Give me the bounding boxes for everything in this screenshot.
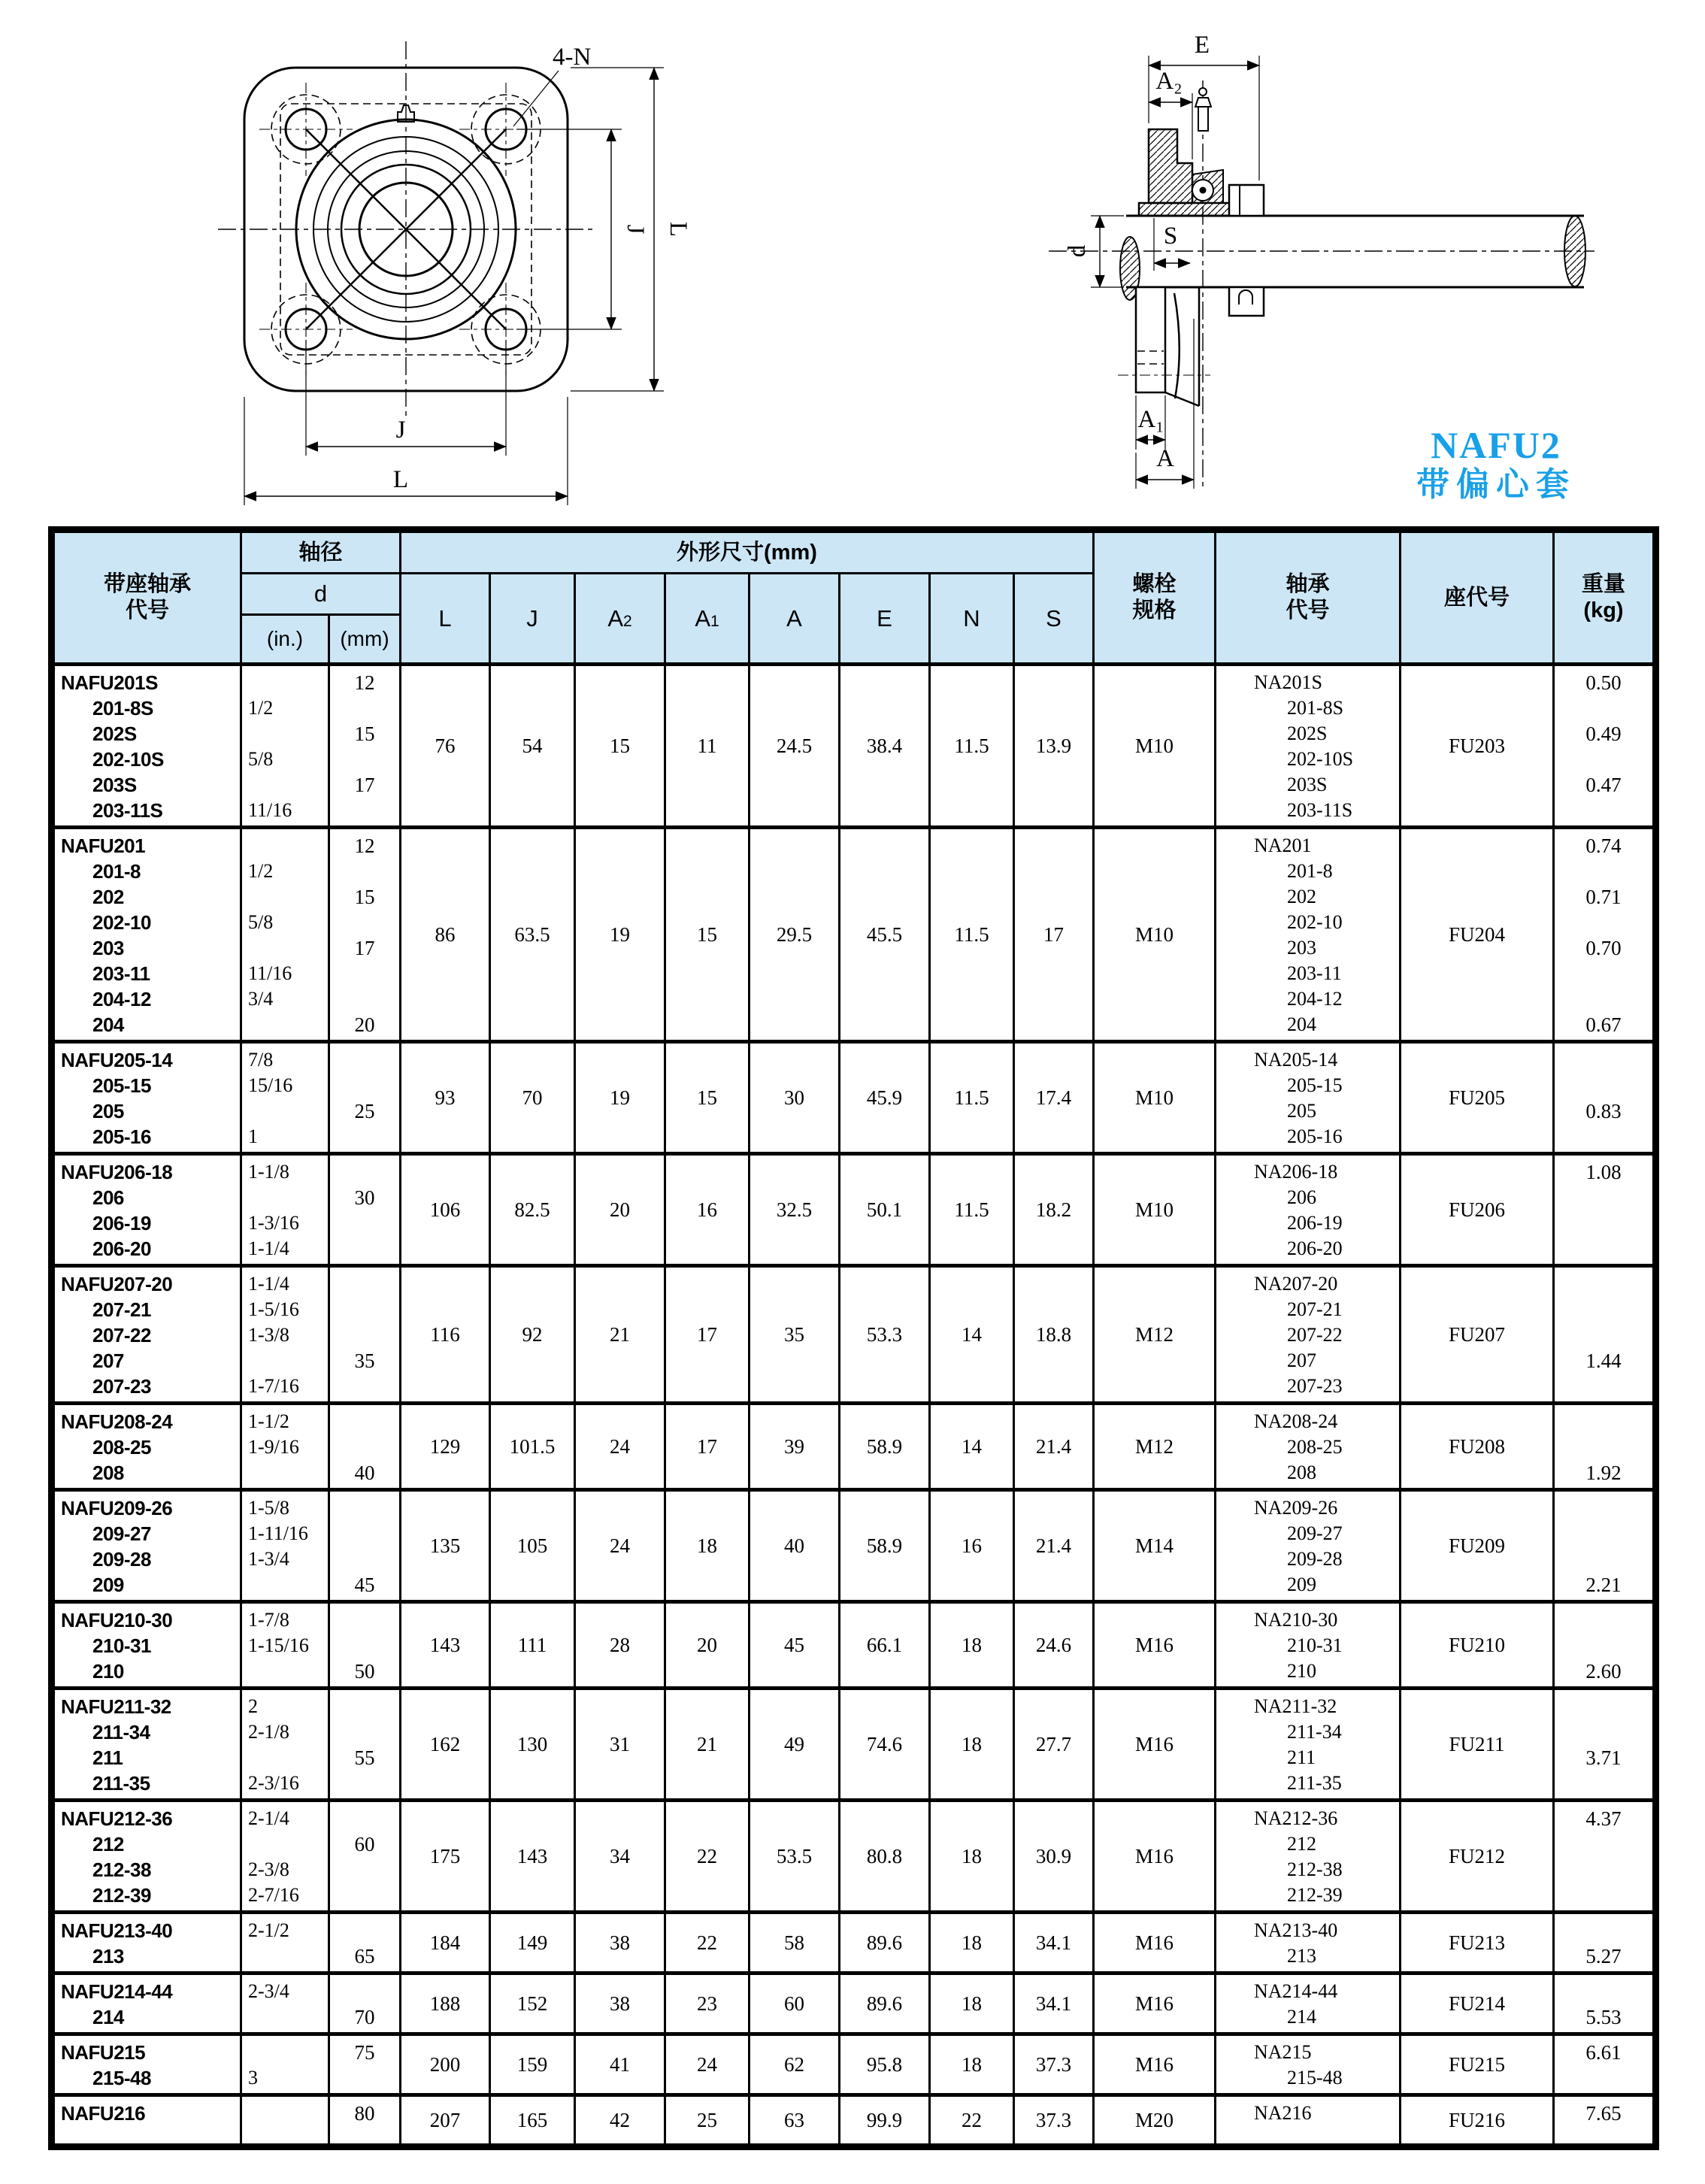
dim-label-L-bottom: L: [392, 466, 409, 493]
bolt-spec-cell: M10: [1095, 1044, 1216, 1152]
dim-A1-cell: 20: [666, 1604, 750, 1686]
dim-L-cell: 175: [401, 1802, 491, 1910]
dim-col-header: J: [491, 574, 576, 662]
shaft: [1120, 216, 1585, 300]
table-row: [55, 1600, 1652, 1686]
dim-J-cell: 105: [491, 1492, 576, 1600]
housing-code-cell: FU207: [1401, 1268, 1555, 1401]
table-row: [55, 2093, 1652, 2143]
dim-label-E: E: [1194, 32, 1210, 59]
dim-A2-cell: 24: [576, 1405, 666, 1488]
shaft-dia-inch-cell: 3: [242, 2036, 330, 2093]
series-subtitle: 带偏心套: [1416, 466, 1576, 503]
dim-S-cell: 13.9: [1015, 666, 1095, 825]
dim-N-cell: 18: [931, 1802, 1015, 1910]
table-row: [55, 1264, 1652, 1401]
unit-code-cell: NAFU213-40 213: [55, 1914, 242, 1971]
col-header-inch: (in.): [242, 616, 330, 662]
weight-cell: 0.74 0.71 0.70 0.67: [1585, 835, 1622, 1036]
bearing-code-cell: NA210-30 210-31 210: [1216, 1604, 1401, 1686]
dim-L-cell: 188: [401, 1975, 491, 2032]
col-header-weight: 重量 (kg): [1581, 572, 1625, 622]
unit-code-cell: NAFU215 215-48: [55, 2036, 242, 2093]
weight-cell: 2.21: [1585, 1574, 1622, 1596]
dim-A1-cell: 25: [666, 2097, 750, 2143]
shaft-dia-mm-cell: 45: [330, 1492, 401, 1600]
housing-code-cell: FU212: [1401, 1802, 1555, 1910]
bearing-code-cell: NA208-24 208-25 208: [1216, 1405, 1401, 1488]
bearing-code-cell: NA201S 201-8S 202S 202-10S 203S 203-11S: [1216, 666, 1401, 825]
dim-A-cell: 40: [750, 1492, 840, 1600]
table-body: [55, 662, 1652, 2143]
unit-code-cell: NAFU210-30 210-31 210: [55, 1604, 242, 1686]
dim-A1-cell: 15: [666, 829, 750, 1040]
dim-A2-cell: 20: [576, 1156, 666, 1264]
dim-A-cell: 60: [750, 1975, 840, 2032]
dim-A2-cell: 38: [576, 1975, 666, 2032]
weight-cell: 6.61: [1585, 2041, 1622, 2064]
dim-E-cell: 89.6: [840, 1914, 931, 1971]
dim-label-A2: A₂: [1155, 68, 1183, 95]
shaft-dia-mm-cell: 50: [330, 1604, 401, 1686]
dim-N-cell: 14: [931, 1268, 1015, 1401]
dim-E-cell: 58.9: [840, 1405, 931, 1488]
unit-code-cell: NAFU201 201-8 202 202-10 203 203-11 204-12 204: [55, 829, 242, 1040]
table-row: [55, 1686, 1652, 1798]
unit-code-cell: NAFU216: [55, 2097, 242, 2143]
shaft-dia-mm-cell: 25: [330, 1044, 401, 1152]
unit-code-cell: NAFU212-36 212 212-38 212-39: [55, 1802, 242, 1910]
housing-code-cell: FU208: [1401, 1405, 1555, 1488]
dim-E-cell: 99.9: [840, 2097, 931, 2143]
dim-col-header: L: [401, 574, 491, 662]
dim-A1-cell: 17: [666, 1268, 750, 1401]
table-row: [55, 1910, 1652, 1971]
dim-N-cell: 18: [931, 1690, 1015, 1798]
bolt-spec-cell: M12: [1095, 1405, 1216, 1488]
dim-A-cell: 62: [750, 2036, 840, 2093]
dim-E-cell: 50.1: [840, 1156, 931, 1264]
dim-col-header: A: [750, 574, 840, 662]
dim-S-cell: 34.1: [1015, 1914, 1095, 1971]
shaft-dia-mm-cell: 55: [330, 1690, 401, 1798]
dim-A1-cell: 17: [666, 1405, 750, 1488]
shaft-dia-mm-cell: 40: [330, 1405, 401, 1488]
unit-code-cell: NAFU211-32 211-34 211 211-35: [55, 1690, 242, 1798]
dim-J-cell: 82.5: [491, 1156, 576, 1264]
front-view-drawing: [222, 38, 692, 526]
shaft-dia-inch-cell: 1-1/8 1-3/16 1-1/4: [242, 1156, 330, 1264]
dim-J-cell: 149: [491, 1914, 576, 1971]
shaft-dia-inch-cell: 1/2 5/8 11/16 3/4: [242, 829, 330, 1040]
dim-S-cell: 18.2: [1015, 1156, 1095, 1264]
dim-L-cell: 86: [401, 829, 491, 1040]
unit-code-cell: NAFU207-20 207-21 207-22 207 207-23: [55, 1268, 242, 1401]
unit-code-cell: NAFU208-24 208-25 208: [55, 1405, 242, 1488]
housing-code-cell: FU215: [1401, 2036, 1555, 2093]
dim-E-cell: 53.3: [840, 1268, 931, 1401]
dim-N-cell: 18: [931, 1975, 1015, 2032]
housing-code-cell: FU216: [1401, 2097, 1555, 2143]
dim-A2-cell: 34: [576, 1802, 666, 1910]
dim-A2-cell: 15: [576, 666, 666, 825]
dim-N-cell: 11.5: [931, 1044, 1015, 1152]
dim-S-cell: 30.9: [1015, 1802, 1095, 1910]
dim-L-cell: 184: [401, 1914, 491, 1971]
dim-label-A1: A₁: [1137, 406, 1164, 433]
dim-A-cell: 53.5: [750, 1802, 840, 1910]
dim-A-cell: 24.5: [750, 666, 840, 825]
dim-N-cell: 11.5: [931, 829, 1015, 1040]
dim-S-cell: 17: [1015, 829, 1095, 1040]
housing-code-cell: FU210: [1401, 1604, 1555, 1686]
dim-J-cell: 159: [491, 2036, 576, 2093]
dim-S-cell: 17.4: [1015, 1044, 1095, 1152]
dim-L-cell: 129: [401, 1405, 491, 1488]
shaft-dia-inch-cell: [242, 2097, 330, 2143]
bolt-spec-cell: M10: [1095, 1156, 1216, 1264]
dim-N-cell: 22: [931, 2097, 1015, 2143]
dim-A1-cell: 22: [666, 1914, 750, 1971]
dim-E-cell: 74.6: [840, 1690, 931, 1798]
dim-L-cell: 106: [401, 1156, 491, 1264]
table-row: [55, 1488, 1652, 1600]
shaft-dia-inch-cell: 1-5/8 1-11/16 1-3/4: [242, 1492, 330, 1600]
col-header-bolt: 螺栓 规格: [1095, 533, 1216, 662]
flange-leg: [1118, 287, 1210, 406]
shaft-dia-mm-cell: 35: [330, 1268, 401, 1401]
bearing-code-cell: NA211-32 211-34 211 211-35: [1216, 1690, 1401, 1798]
dim-N-cell: 11.5: [931, 1156, 1015, 1264]
eccentric-collar: [1229, 185, 1264, 316]
shaft-dia-mm-cell: 80: [330, 2097, 401, 2143]
dim-A2-cell: 42: [576, 2097, 666, 2143]
bolt-spec-cell: M14: [1095, 1492, 1216, 1600]
unit-code-cell: NAFU201S 201-8S 202S 202-10S 203S 203-11S: [55, 666, 242, 825]
dim-A2-cell: 21: [576, 1268, 666, 1401]
bolt-spec-cell: M16: [1095, 1914, 1216, 1971]
dim-label-A: A: [1156, 445, 1174, 472]
table-row: [55, 666, 1652, 825]
dim-A1-cell: 18: [666, 1492, 750, 1600]
housing-code-cell: FU211: [1401, 1690, 1555, 1798]
dim-A-cell: 39: [750, 1405, 840, 1488]
housing-code-cell: FU206: [1401, 1156, 1555, 1264]
dim-A1-cell: 16: [666, 1156, 750, 1264]
shaft-dia-mm-cell: 30: [330, 1156, 401, 1264]
table-row: [55, 2032, 1652, 2093]
dim-A-cell: 63: [750, 2097, 840, 2143]
dim-S-cell: 18.8: [1015, 1268, 1095, 1401]
flange-section: [1149, 129, 1192, 203]
housing-code-cell: FU204: [1401, 829, 1555, 1040]
dim-col-header: S: [1015, 574, 1095, 662]
dim-A2-cell: 24: [576, 1492, 666, 1600]
housing-code-cell: FU209: [1401, 1492, 1555, 1600]
weight-cell: 5.27: [1585, 1945, 1622, 1967]
shaft-dia-mm-cell: 70: [330, 1975, 401, 2032]
dim-A-cell: 30: [750, 1044, 840, 1152]
dim-A-cell: 32.5: [750, 1156, 840, 1264]
dim-N-cell: 18: [931, 1604, 1015, 1686]
col-header-housing-code: 座代号: [1401, 533, 1555, 662]
weight-cell: 4.37: [1585, 1807, 1622, 1830]
dim-A-cell: 35: [750, 1268, 840, 1401]
spec-table: [48, 526, 1659, 2150]
table-row: [55, 1152, 1652, 1264]
dim-J-cell: 70: [491, 1044, 576, 1152]
series-code: NAFU2: [1431, 424, 1561, 466]
dim-J-cell: 54: [491, 666, 576, 825]
dim-J-cell: 63.5: [491, 829, 576, 1040]
dim-L-cell: 143: [401, 1604, 491, 1686]
grease-nipple-icon: [1195, 88, 1211, 131]
dim-N-cell: 14: [931, 1405, 1015, 1488]
dim-A2-cell: 31: [576, 1690, 666, 1798]
dim-A-cell: 29.5: [750, 829, 840, 1040]
col-header-dims-group: 外形尺寸(mm): [401, 533, 1095, 574]
dim-N-cell: 16: [931, 1492, 1015, 1600]
dim-L-cell: 93: [401, 1044, 491, 1152]
bolt-count-callout: 4-N: [553, 44, 592, 71]
dim-E-cell: 38.4: [840, 666, 931, 825]
dim-N-cell: 18: [931, 2036, 1015, 2093]
shaft-dia-mm-cell: 65: [330, 1914, 401, 1971]
dim-J-cell: 101.5: [491, 1405, 576, 1488]
bolt-spec-cell: M12: [1095, 1268, 1216, 1401]
dim-J-cell: 152: [491, 1975, 576, 2032]
dim-L-cell: 200: [401, 2036, 491, 2093]
dim-L-cell: 162: [401, 1690, 491, 1798]
bearing-code-cell: NA215 215-48: [1216, 2036, 1401, 2093]
dim-A-cell: 45: [750, 1604, 840, 1686]
dim-J-cell: 143: [491, 1802, 576, 1910]
dim-S-cell: 37.3: [1015, 2097, 1095, 2143]
dim-col-header: A1: [666, 574, 750, 662]
unit-code-cell: NAFU214-44 214: [55, 1975, 242, 2032]
dim-L-cell: 116: [401, 1268, 491, 1401]
dim-E-cell: 95.8: [840, 2036, 931, 2093]
weight-cell: 1.08: [1585, 1161, 1622, 1183]
bearing-code-cell: NA213-40 213: [1216, 1914, 1401, 1971]
bolt-spec-cell: M16: [1095, 1690, 1216, 1798]
dim-N-cell: 11.5: [931, 666, 1015, 825]
shaft-dia-mm-cell: 12 15 17: [330, 666, 401, 825]
weight-cell: 1.92: [1585, 1462, 1622, 1484]
dim-N-cell: 18: [931, 1914, 1015, 1971]
col-header-shaft-dia: 轴径: [242, 533, 401, 574]
dim-J-cell: 165: [491, 2097, 576, 2143]
shaft-dia-mm-cell: 12 15 17 20: [330, 829, 401, 1040]
dim-label-J-right: J: [622, 224, 649, 235]
bearing-code-cell: NA214-44 214: [1216, 1975, 1401, 2032]
dim-S-cell: 24.6: [1015, 1604, 1095, 1686]
unit-code-cell: NAFU206-18 206 206-19 206-20: [55, 1156, 242, 1264]
dim-A1-cell: 11: [666, 666, 750, 825]
col-header-mm: (mm): [330, 616, 401, 662]
dim-A1-cell: 23: [666, 1975, 750, 2032]
housing-code-cell: FU214: [1401, 1975, 1555, 2032]
dim-A2-cell: 28: [576, 1604, 666, 1686]
dim-E-cell: 89.6: [840, 1975, 931, 2032]
housing-code-cell: FU203: [1401, 666, 1555, 825]
dim-E-cell: 80.8: [840, 1802, 931, 1910]
weight-cell: 3.71: [1585, 1746, 1622, 1769]
shaft-dia-inch-cell: 2 2-1/8 2-3/16: [242, 1690, 330, 1798]
bearing-code-cell: NA216: [1216, 2097, 1401, 2143]
dim-J-cell: 92: [491, 1268, 576, 1401]
dim-A2-cell: 19: [576, 829, 666, 1040]
weight-cell: 7.65: [1585, 2102, 1622, 2125]
shaft-dia-inch-cell: 1/2 5/8 11/16: [242, 666, 330, 825]
dim-A-cell: 58: [750, 1914, 840, 1971]
bolt-spec-cell: M10: [1095, 829, 1216, 1040]
bolt-spec-cell: M20: [1095, 2097, 1216, 2143]
dim-A2-cell: 38: [576, 1914, 666, 1971]
dim-col-header: A2: [576, 574, 666, 662]
dim-S-cell: 37.3: [1015, 2036, 1095, 2093]
dim-S-cell: 21.4: [1015, 1405, 1095, 1488]
shaft-dia-mm-cell: 75: [330, 2036, 401, 2093]
unit-code-cell: NAFU209-26 209-27 209-28 209: [55, 1492, 242, 1600]
dim-J-cell: 130: [491, 1690, 576, 1798]
series-title: [1383, 426, 1609, 505]
dim-label-d: d: [1064, 244, 1091, 258]
table-row: [55, 1971, 1652, 2032]
col-header-unit-code: 带座轴承 代号: [55, 533, 242, 662]
housing-code-cell: FU213: [1401, 1914, 1555, 1971]
shaft-dia-inch-cell: 2-1/4 2-3/8 2-7/16: [242, 1802, 330, 1910]
dim-E-cell: 45.5: [840, 829, 931, 1040]
dim-A1-cell: 22: [666, 1802, 750, 1910]
dim-E-cell: 45.9: [840, 1044, 931, 1152]
shaft-dia-inch-cell: 1-1/2 1-9/16: [242, 1405, 330, 1488]
weight-cell: 0.83: [1585, 1100, 1622, 1122]
dim-A-cell: 49: [750, 1690, 840, 1798]
dim-label-L-right: L: [665, 221, 692, 238]
bolt-spec-cell: M16: [1095, 1975, 1216, 2032]
weight-cell: 2.60: [1585, 1660, 1622, 1683]
shaft-dia-inch-cell: 7/8 15/16 1: [242, 1044, 330, 1152]
bolt-spec-cell: M16: [1095, 1802, 1216, 1910]
dim-L-cell: 207: [401, 2097, 491, 2143]
weight-cell: 1.44: [1585, 1349, 1622, 1372]
bearing-code-cell: NA212-36 212 212-38 212-39: [1216, 1802, 1401, 1910]
dim-L-cell: 135: [401, 1492, 491, 1600]
dim-A2-cell: 19: [576, 1044, 666, 1152]
unit-code-cell: NAFU205-14 205-15 205 205-16: [55, 1044, 242, 1152]
bearing-code-cell: NA205-14 205-15 205 205-16: [1216, 1044, 1401, 1152]
dim-A1-cell: 15: [666, 1044, 750, 1152]
shaft-dia-mm-cell: 60: [330, 1802, 401, 1910]
dim-E-cell: 58.9: [840, 1492, 931, 1600]
dim-S-cell: 21.4: [1015, 1492, 1095, 1600]
dim-A1-cell: 21: [666, 1690, 750, 1798]
shaft-dia-inch-cell: 1-1/4 1-5/16 1-3/8 1-7/16: [242, 1268, 330, 1401]
dim-col-header: N: [931, 574, 1015, 662]
dim-L-cell: 76: [401, 666, 491, 825]
bearing-code-cell: NA209-26 209-27 209-28 209: [1216, 1492, 1401, 1600]
dim-A1-cell: 24: [666, 2036, 750, 2093]
bearing-code-cell: NA201 201-8 202 202-10 203 203-11 204-12 204: [1216, 829, 1401, 1040]
dim-label-S: S: [1163, 223, 1178, 250]
bolt-spec-cell: M10: [1095, 666, 1216, 825]
dim-A2-cell: 41: [576, 2036, 666, 2093]
table-row: [55, 1798, 1652, 1910]
weight-cell: 0.50 0.49 0.47: [1585, 671, 1622, 796]
dim-E-cell: 66.1: [840, 1604, 931, 1686]
col-header-bearing-code: 轴承 代号: [1216, 533, 1401, 662]
weight-cell: 5.53: [1585, 2006, 1622, 2028]
table-header: [55, 533, 1652, 662]
flange-foot-section: [1139, 203, 1238, 216]
shaft-dia-inch-cell: 2-1/2: [242, 1914, 330, 1971]
table-row: [55, 825, 1652, 1040]
col-header-d: d: [242, 574, 401, 616]
dim-label-J-bottom: J: [395, 417, 406, 444]
dim-col-header: E: [840, 574, 931, 662]
bearing-code-cell: NA207-20 207-21 207-22 207 207-23: [1216, 1268, 1401, 1401]
dim-S-cell: 34.1: [1015, 1975, 1095, 2032]
shaft-dia-inch-cell: 2-3/4: [242, 1975, 330, 2032]
bearing-code-cell: NA206-18 206 206-19 206-20: [1216, 1156, 1401, 1264]
dim-S-cell: 27.7: [1015, 1690, 1095, 1798]
table-row: [55, 1401, 1652, 1488]
shaft-dia-inch-cell: 1-7/8 1-15/16: [242, 1604, 330, 1686]
dim-J-cell: 111: [491, 1604, 576, 1686]
housing-code-cell: FU205: [1401, 1044, 1555, 1152]
bolt-spec-cell: M16: [1095, 1604, 1216, 1686]
table-row: [55, 1040, 1652, 1152]
bolt-spec-cell: M16: [1095, 2036, 1216, 2093]
